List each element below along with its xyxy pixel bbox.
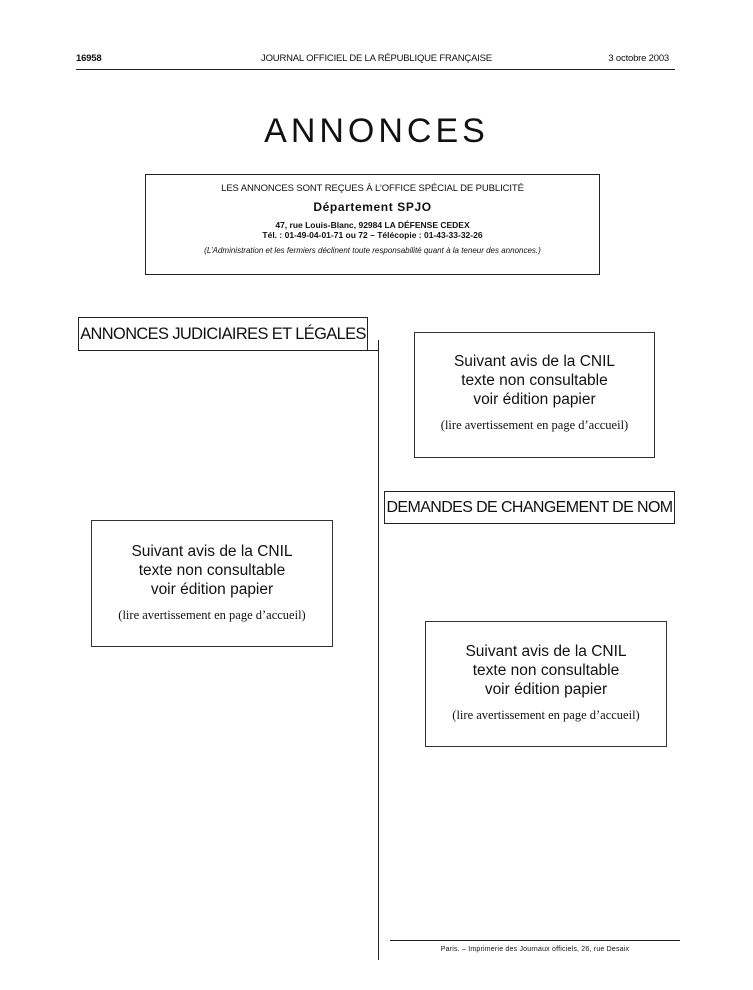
- cnil-line-2: texte non consultable: [472, 662, 620, 679]
- section-heading-judicial: ANNONCES JUDICIAIRES ET LÉGALES: [78, 317, 368, 351]
- cnil-line-1: Suivant avis de la CNIL: [453, 353, 616, 370]
- cnil-notice-box: [414, 332, 655, 458]
- printer-imprint: Paris. – Imprimerie des Journaux officiels, 26, rue Desaix: [440, 946, 630, 953]
- cnil-note: (lire avertissement en page d’accueil): [440, 418, 629, 432]
- journal-title: JOURNAL OFFICIEL DE LA RÉPUBLIQUE FRANÇAISE: [261, 53, 492, 64]
- publicity-office-box: [145, 174, 600, 275]
- cnil-line-2: texte non consultable: [461, 372, 608, 389]
- office-address: 47, rue Louis-Blanc, 92984 LA DÉFENSE CEDEX: [275, 220, 470, 230]
- section-underline: [78, 350, 378, 351]
- page-title: ANNONCES: [264, 112, 489, 150]
- issue-date: 3 octobre 2003: [608, 53, 669, 64]
- cnil-line-1: Suivant avis de la CNIL: [465, 643, 627, 660]
- office-phones: Tél. : 01-49-04-01-71 ou 72 – Télécopie : 01-43-33-32-26: [262, 230, 483, 240]
- column-divider: [378, 340, 379, 960]
- cnil-line-2: texte non consultable: [138, 562, 286, 579]
- cnil-line-3: voir édition papier: [484, 681, 608, 698]
- liability-disclaimer: (L’Administration et les fermiers déclinent toute responsabilité quant à la teneur des annonces.): [204, 246, 541, 255]
- cnil-line-3: voir édition papier: [473, 391, 596, 408]
- footer-rule: [390, 940, 680, 941]
- cnil-notice-box: [91, 520, 333, 647]
- cnil-notice-box: [425, 621, 667, 747]
- cnil-line-1: Suivant avis de la CNIL: [131, 543, 293, 560]
- department-name: Département SPJO: [313, 200, 432, 214]
- section-heading-name-change: DEMANDES DE CHANGEMENT DE NOM: [384, 491, 675, 524]
- header-rule: [76, 69, 675, 70]
- cnil-line-3: voir édition papier: [150, 581, 274, 598]
- cnil-note: (lire avertissement en page d’accueil): [452, 708, 640, 722]
- page-number: 16958: [76, 53, 102, 64]
- reception-notice: LES ANNONCES SONT REÇUES À L’OFFICE SPÉCIAL DE PUBLICITÉ: [221, 183, 524, 194]
- cnil-note: (lire avertissement en page d’accueil): [118, 608, 306, 622]
